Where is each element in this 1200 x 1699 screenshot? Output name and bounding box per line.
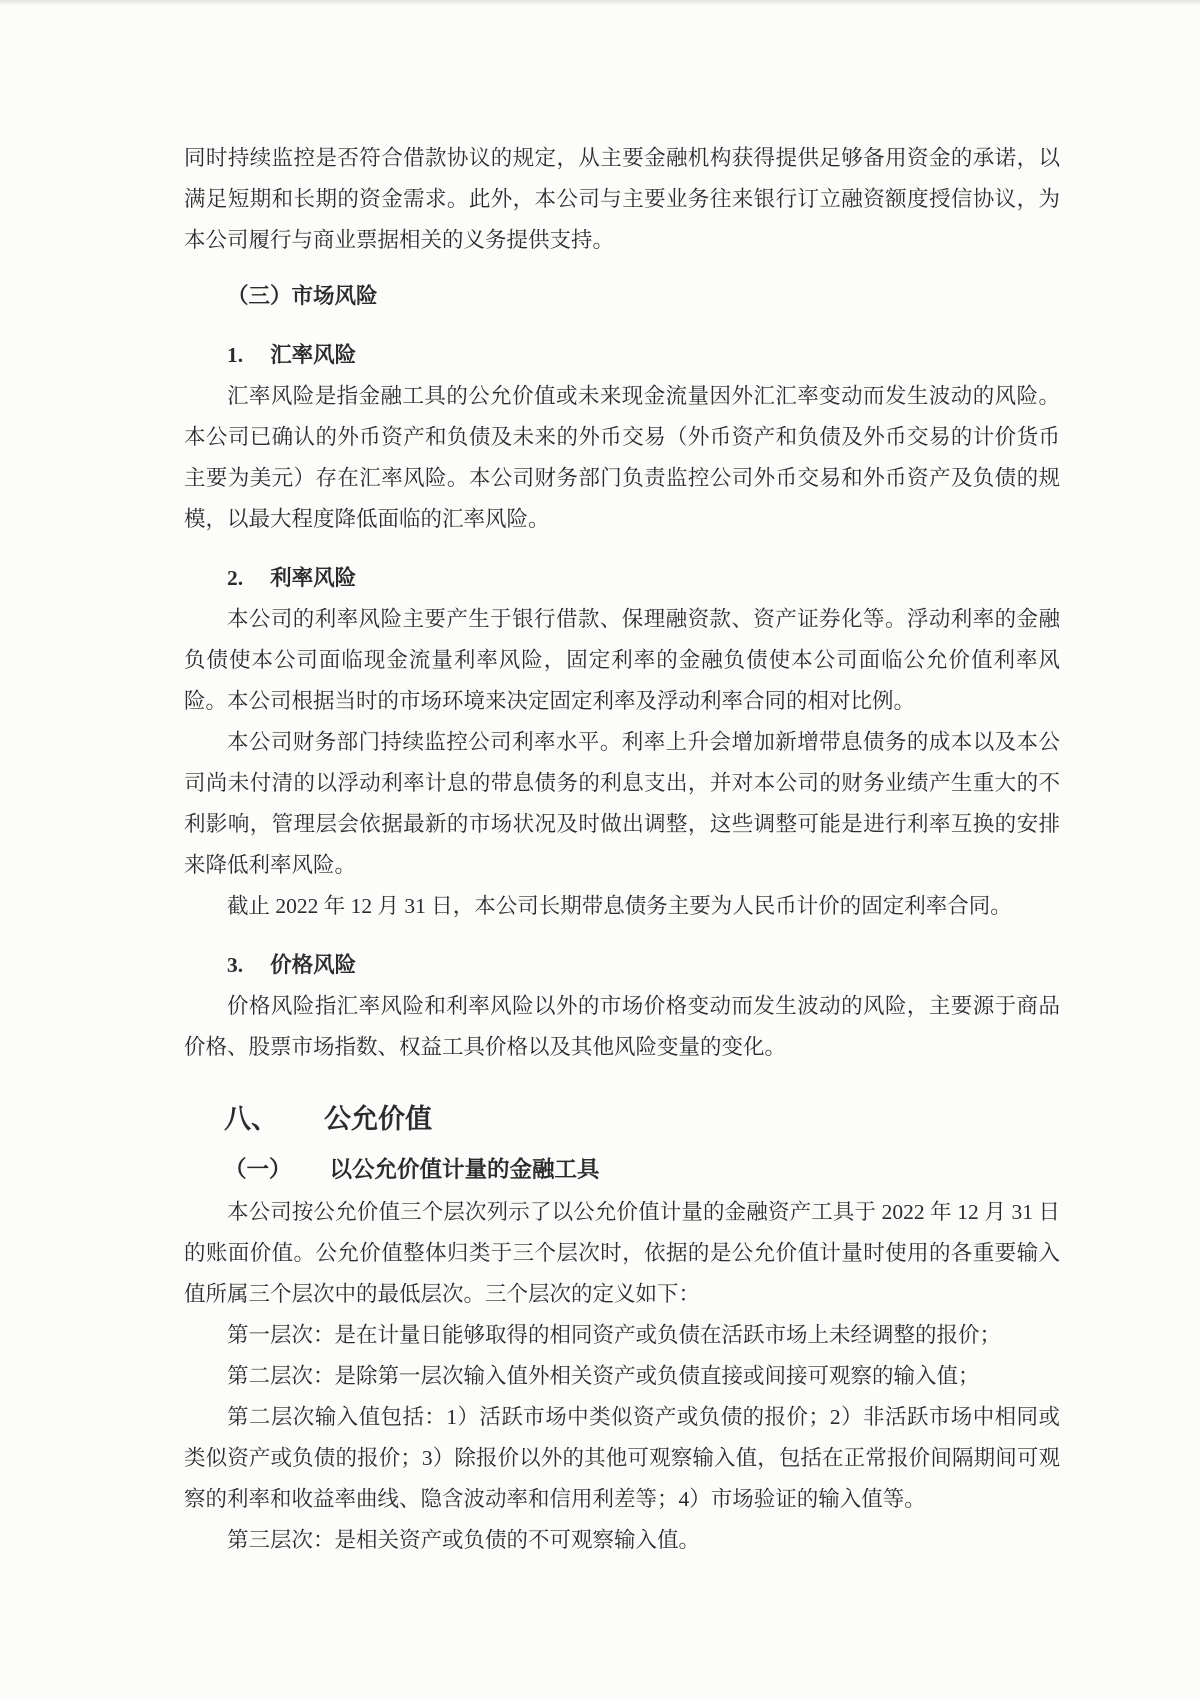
paragraph-fx-risk: 汇率风险是指金融工具的公允价值或未来现金流量因外汇汇率变动而发生波动的风险。本公司已确认的外币资产和负债及未来的外币交易（外币资产和负债及外币交易的计价货币主要为美元）存在汇率风险。本公司财务部门负责监控公司外币交易和外币资产及负债的规模，以最大程度降低面临的汇率风险。	[184, 384, 1060, 531]
heading-interest-risk-title: 利率风险	[270, 566, 357, 590]
heading-fair-value	[184, 1096, 1060, 1142]
paragraph-level1-definition: 第一层次：是在计量日能够取得的相同资产或负债在活跃市场上未经调整的报价；	[227, 1323, 1002, 1347]
heading-fx-risk-title: 汇率风险	[270, 343, 357, 367]
heading-fv-instruments-title: 以公允价值计量的金融工具	[329, 1157, 600, 1182]
paragraph-interest-risk-fixed-rate: 截止 2022 年 12 月 31 日，本公司长期带息债务主要为人民币计价的固定利率合同。	[227, 894, 1012, 918]
heading-price-risk	[184, 945, 1060, 986]
paragraph-fair-value-intro: 本公司按公允价值三个层次列示了以公允价值计量的金融资产工具于 2022 年 12 月 31 日的账面价值。公允价值整体归类于三个层次时，依据的是公允价值计量时使用的各重要输入值所属三个层次中的最低层次。三个层次的定义如下：	[184, 1200, 1060, 1306]
heading-fv-instruments-number: （一）	[224, 1157, 292, 1182]
heading-market-risk	[184, 276, 1060, 317]
heading-fx-risk	[184, 335, 1060, 376]
heading-price-risk-title: 价格风险	[270, 953, 357, 977]
heading-interest-risk	[184, 558, 1060, 599]
heading-interest-risk-number: 2.	[227, 566, 244, 590]
heading-fx-risk-number: 1.	[227, 343, 244, 367]
heading-fair-value-title: 公允价值	[324, 1104, 432, 1134]
paragraph-level3-definition: 第三层次：是相关资产或负债的不可观察输入值。	[227, 1528, 701, 1552]
paragraph-price-risk: 价格风险指汇率风险和利率风险以外的市场价格变动而发生波动的风险，主要源于商品价格、股票市场指数、权益工具价格以及其他风险变量的变化。	[184, 994, 1060, 1059]
heading-fv-instruments	[184, 1148, 1060, 1192]
heading-price-risk-number: 3.	[227, 953, 244, 977]
paragraph-level2-inputs: 第二层次输入值包括：1）活跃市场中类似资产或负债的报价；2）非活跃市场中相同或类似资产或负债的报价；3）除报价以外的其他可观察输入值，包括在正常报价间隔期间可观察的利率和收益率曲线、隐含波动率和信用利差等；4）市场验证的输入值等。	[184, 1405, 1060, 1511]
heading-market-risk-label: （三）	[227, 284, 292, 308]
heading-fair-value-number: 八、	[224, 1104, 278, 1134]
paragraph-interest-risk-monitoring: 本公司财务部门持续监控公司利率水平。利率上升会增加新增带息债务的成本以及本公司尚未付清的以浮动利率计息的带息债务的利息支出，并对本公司的财务业绩产生重大的不利影响，管理层会依据最新的市场状况及时做出调整，这些调整可能是进行利率互换的安排来降低利率风险。	[184, 730, 1060, 877]
paragraph-liquidity-continuation: 同时持续监控是否符合借款协议的规定，从主要金融机构获得提供足够备用资金的承诺，以满足短期和长期的资金需求。此外，本公司与主要业务往来银行订立融资额度授信协议，为本公司履行与商业票据相关的义务提供支持。	[184, 146, 1060, 252]
paragraph-level2-definition: 第二层次：是除第一层次输入值外相关资产或负债直接或间接可观察的输入值；	[227, 1364, 980, 1388]
heading-market-risk-title: 市场风险	[291, 284, 378, 308]
paragraph-interest-risk-sources: 本公司的利率风险主要产生于银行借款、保理融资款、资产证券化等。浮动利率的金融负债使本公司面临现金流量利率风险，固定利率的金融负债使本公司面临公允价值利率风险。本公司根据当时的市场环境来决定固定利率及浮动利率合同的相对比例。	[184, 607, 1060, 713]
